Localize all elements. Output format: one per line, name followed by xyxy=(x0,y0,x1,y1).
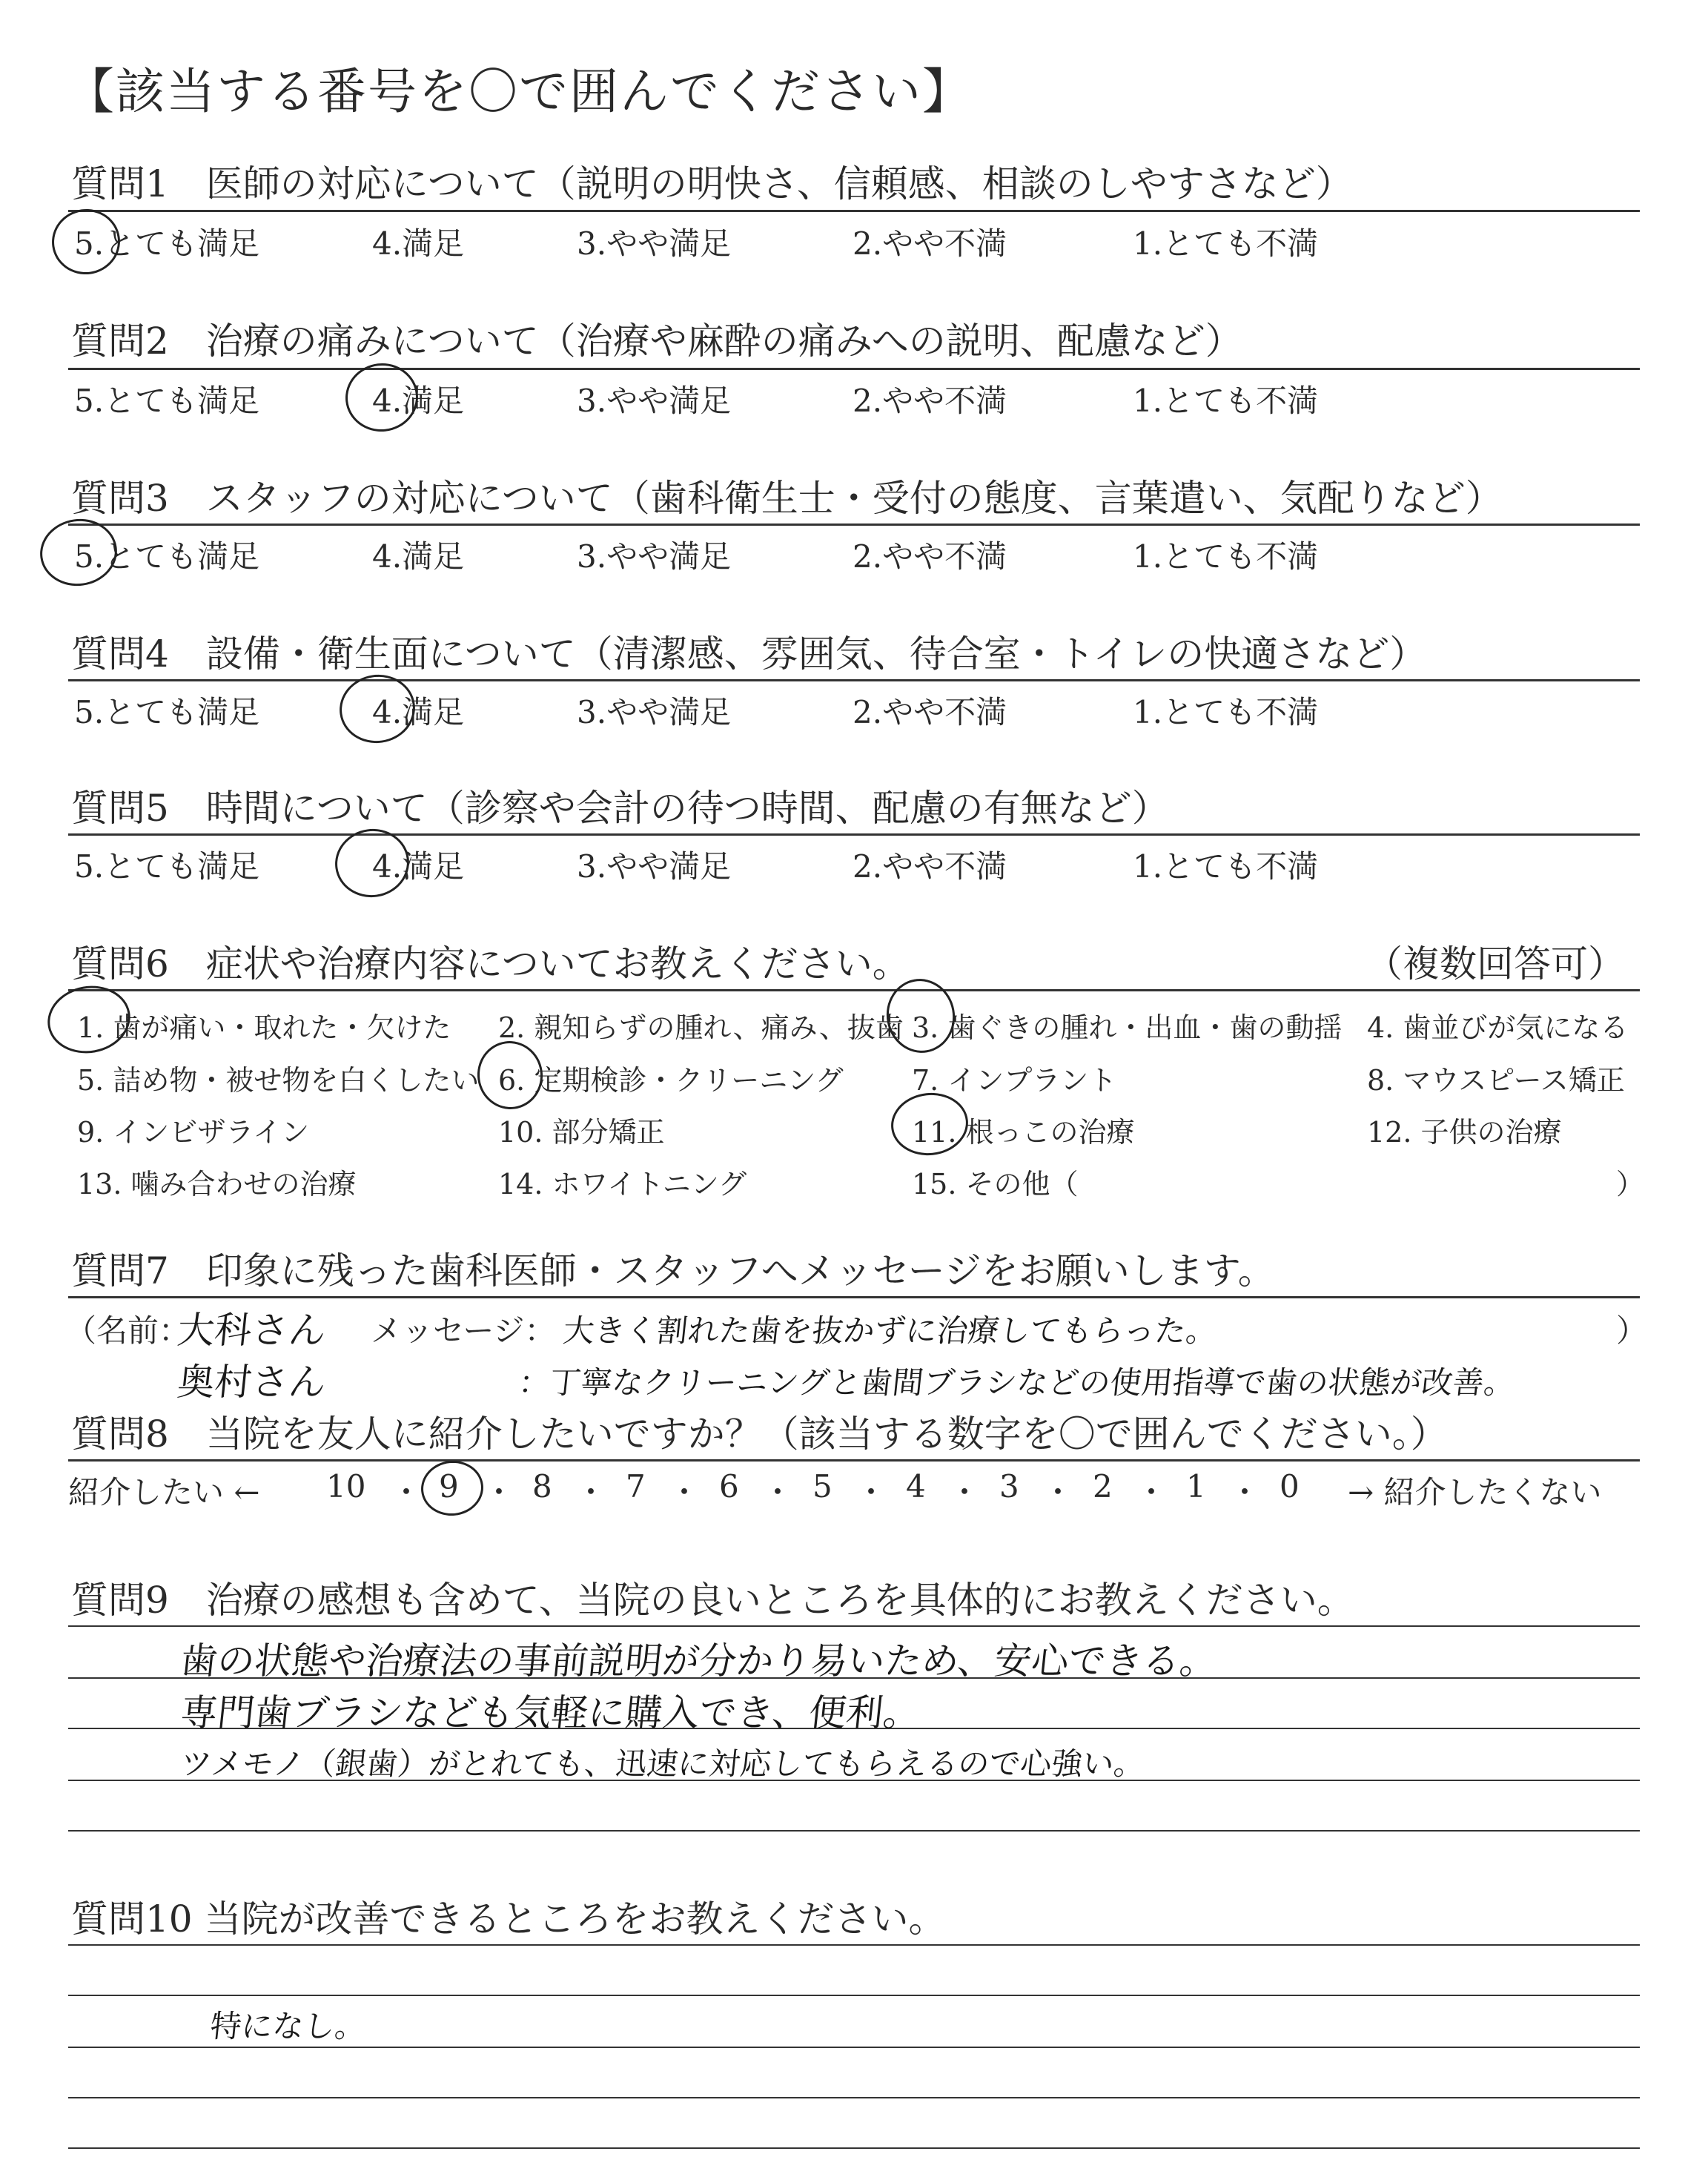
q8-option-1[interactable]: 1 xyxy=(1186,1468,1206,1505)
q8-divider xyxy=(68,1459,1640,1462)
q1-selection-circle xyxy=(47,205,124,279)
q9-line xyxy=(68,1625,1640,1627)
q3-option-1[interactable]: 1.とても不満 xyxy=(1133,538,1319,575)
q2-option-2[interactable]: 2.やや不満 xyxy=(853,383,1007,419)
q6-option-8[interactable]: 8. マウスピース矯正 xyxy=(1367,1064,1625,1097)
q4-option-4[interactable]: 4.満足 xyxy=(372,694,465,730)
q8-dot: ・ xyxy=(949,1474,981,1510)
q7-name-1: 大科さん xyxy=(175,1309,328,1352)
q7-title: 質問7 印象に残った歯科医師・スタッフへメッセージをお願いします。 xyxy=(71,1249,1275,1292)
q6-option-7[interactable]: 7. インプラント xyxy=(912,1064,1117,1097)
q4-selection-circle xyxy=(335,670,420,747)
q1-divider xyxy=(68,210,1640,212)
q2-option-3[interactable]: 3.やや満足 xyxy=(577,383,732,419)
q5-divider xyxy=(68,833,1640,836)
q6-title: 質問6 症状や治療内容についてお教えください。 xyxy=(71,942,910,985)
q3-option-2[interactable]: 2.やや不満 xyxy=(853,538,1007,575)
q10-line xyxy=(68,2147,1640,2149)
q5-option-5[interactable]: 5.とても満足 xyxy=(74,848,260,885)
q6-option-15[interactable]: 15. その他（ xyxy=(912,1168,1079,1200)
q4-divider xyxy=(68,679,1640,681)
q7-name-label: （名前： xyxy=(65,1312,191,1349)
q4-option-5[interactable]: 5.とても満足 xyxy=(74,694,260,730)
q8-dot: ・ xyxy=(483,1474,515,1510)
q6-option-13[interactable]: 13. 噛み合わせの治療 xyxy=(77,1168,357,1200)
q7-message-2: ：丁寧なクリーニングと歯間ブラシなどの使用指導で歯の状態が改善。 xyxy=(517,1364,1517,1401)
q8-title: 質問8 当院を友人に紹介したいですか？（該当する数字を〇で囲んでください。） xyxy=(71,1413,1448,1456)
q3-divider xyxy=(68,524,1640,526)
q2-option-5[interactable]: 5.とても満足 xyxy=(74,383,260,419)
q10-line xyxy=(68,2047,1640,2048)
q1-option-1[interactable]: 1.とても不満 xyxy=(1133,225,1319,262)
q2-option-1[interactable]: 1.とても不満 xyxy=(1133,383,1319,419)
q10-title: 質問10 当院が改善できるところをお教えください。 xyxy=(71,1898,946,1941)
q8-option-10[interactable]: 10 xyxy=(326,1468,366,1505)
q5-option-1[interactable]: 1.とても不満 xyxy=(1133,848,1319,885)
q8-option-9[interactable]: 9 xyxy=(439,1468,459,1505)
q10-line xyxy=(68,1995,1640,1996)
q8-dot: ・ xyxy=(855,1474,887,1510)
q8-option-8[interactable]: 8 xyxy=(532,1468,552,1505)
q6-option-4[interactable]: 4. 歯並びが気になる xyxy=(1367,1011,1629,1044)
q5-selection-circle xyxy=(331,824,414,902)
q8-dot: ・ xyxy=(1042,1474,1074,1510)
q8-option-3[interactable]: 3 xyxy=(999,1468,1019,1505)
q8-dot: ・ xyxy=(1136,1474,1168,1510)
q6-option-12[interactable]: 12. 子供の治療 xyxy=(1367,1116,1562,1149)
q9-title: 質問9 治療の感想も含めて、当院の良いところを具体的にお教えください。 xyxy=(71,1579,1354,1622)
q10-line xyxy=(68,2097,1640,2098)
q4-option-3[interactable]: 3.やや満足 xyxy=(577,694,732,730)
q1-option-4[interactable]: 4.満足 xyxy=(372,225,465,262)
q6-other-close-paren: ） xyxy=(1616,1168,1645,1200)
q8-option-0[interactable]: 0 xyxy=(1280,1468,1300,1505)
q8-option-4[interactable]: 4 xyxy=(906,1468,926,1505)
q6-option-1[interactable]: 1. 歯が痛い・取れた・欠けた xyxy=(77,1011,451,1044)
q6-option-9[interactable]: 9. インビザライン xyxy=(77,1116,310,1149)
q7-message-label: メッセージ： xyxy=(371,1312,556,1349)
q10-line xyxy=(68,1944,1640,1946)
q5-option-2[interactable]: 2.やや不満 xyxy=(853,848,1007,885)
q1-title: 質問1 医師の対応について（説明の明快さ、信頼感、相談のしやすさなど） xyxy=(71,162,1353,205)
q8-option-7[interactable]: 7 xyxy=(626,1468,646,1505)
q6-multiple-note: （複数回答可） xyxy=(1366,942,1625,985)
q5-option-3[interactable]: 3.やや満足 xyxy=(577,848,732,885)
q4-option-2[interactable]: 2.やや不満 xyxy=(853,694,1007,730)
q6-option-5[interactable]: 5. 詰め物・被せ物を白くしたい xyxy=(77,1064,480,1097)
q3-option-4[interactable]: 4.満足 xyxy=(372,538,465,575)
q1-option-3[interactable]: 3.やや満足 xyxy=(577,225,732,262)
q6-option-6[interactable]: 6. 定期検診・クリーニング xyxy=(498,1064,844,1097)
q8-dot: ・ xyxy=(1229,1474,1261,1510)
q7-divider xyxy=(68,1296,1640,1298)
q7-close-paren: ） xyxy=(1616,1312,1648,1349)
q7-name-2: 奥村さん xyxy=(175,1361,328,1404)
q7-message-1: 大きく割れた歯を抜かずに治療してもらった。 xyxy=(561,1312,1219,1349)
q6-option-10[interactable]: 10. 部分矯正 xyxy=(498,1116,665,1149)
q8-dot: ・ xyxy=(762,1474,794,1510)
q8-dot: ・ xyxy=(669,1474,701,1510)
q6-option-11[interactable]: 11. 根っこの治療 xyxy=(912,1116,1135,1149)
q8-right-label: → 紹介したくない xyxy=(1348,1474,1602,1510)
q6-divider xyxy=(68,989,1640,991)
form-header: 【該当する番号を〇で囲んでください】 xyxy=(65,63,973,120)
q8-dot: ・ xyxy=(575,1474,607,1510)
q6-selection-circle-6 xyxy=(473,1037,547,1113)
q8-selection-circle xyxy=(418,1458,486,1519)
q3-title: 質問3 スタッフの対応について（歯科衛生士・受付の態度、言葉遣い、気配りなど） xyxy=(71,477,1503,520)
q1-option-2[interactable]: 2.やや不満 xyxy=(853,225,1007,262)
q4-option-1[interactable]: 1.とても不満 xyxy=(1133,694,1319,730)
q9-answer-line-1: 歯の状態や治療法の事前説明が分かり易いため、安心できる。 xyxy=(178,1639,1219,1682)
q3-option-5[interactable]: 5.とても満足 xyxy=(74,538,260,575)
q6-option-14[interactable]: 14. ホワイトニング xyxy=(498,1168,747,1200)
q6-option-2[interactable]: 2. 親知らずの腫れ、痛み、抜歯 xyxy=(498,1011,904,1044)
q5-option-4[interactable]: 4.満足 xyxy=(372,848,465,885)
q9-answer-line-2: 専門歯ブラシなども気軽に購入でき、便利。 xyxy=(178,1691,923,1734)
q2-selection-circle xyxy=(342,360,421,435)
q3-option-3[interactable]: 3.やや満足 xyxy=(577,538,732,575)
q8-left-label: 紹介したい ← xyxy=(68,1474,260,1510)
q8-dot: ・ xyxy=(391,1474,423,1510)
q10-answer: 特になし。 xyxy=(208,2008,368,2044)
q5-title: 質問5 時間について（診察や会計の待つ時間、配慮の有無など） xyxy=(71,787,1169,830)
q2-option-4[interactable]: 4.満足 xyxy=(372,383,465,419)
q9-line xyxy=(68,1830,1640,1832)
q8-option-6[interactable]: 6 xyxy=(719,1468,739,1505)
q6-option-3[interactable]: 3. 歯ぐきの腫れ・出血・歯の動揺 xyxy=(912,1011,1343,1044)
q1-option-5[interactable]: 5.とても満足 xyxy=(74,225,260,262)
q6-selection-circle-1 xyxy=(42,980,136,1060)
q8-option-2[interactable]: 2 xyxy=(1093,1468,1113,1505)
q2-divider xyxy=(68,368,1640,370)
q9-answer-line-3: ツメモノ（銀歯）がとれても、迅速に対応してもらえるので心強い。 xyxy=(179,1745,1148,1782)
q2-title: 質問2 治療の痛みについて（治療や麻酔の痛みへの説明、配慮など） xyxy=(71,320,1242,363)
q4-title: 質問4 設備・衛生面について（清潔感、雰囲気、待合室・トイレの快適さなど） xyxy=(71,633,1427,676)
q8-option-5[interactable]: 5 xyxy=(812,1468,833,1505)
